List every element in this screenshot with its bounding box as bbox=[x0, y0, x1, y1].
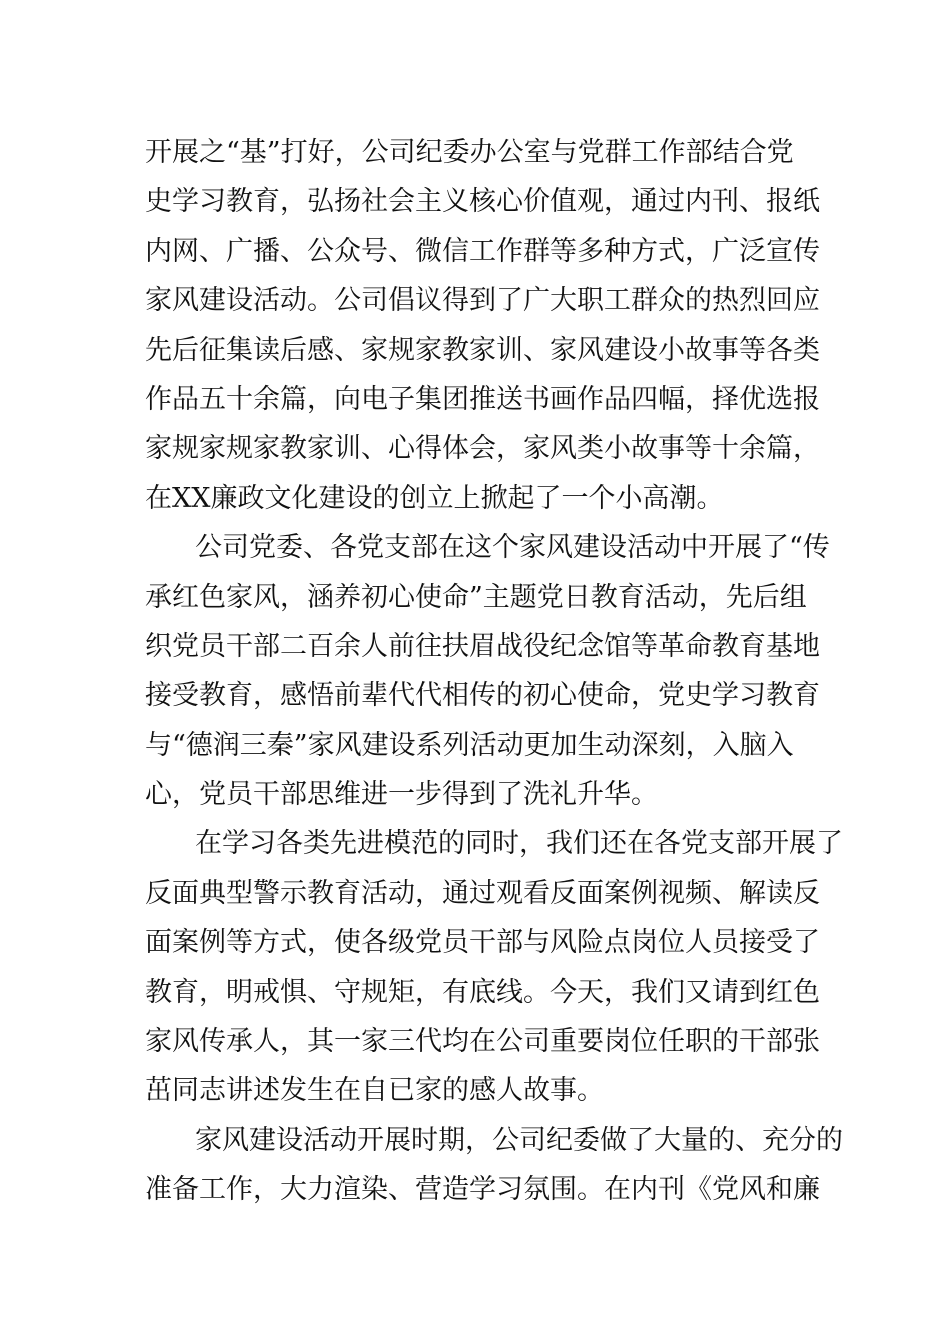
paragraph-first-line: 公司党委、各党支部在这个家风建设活动中开展了“传 bbox=[195, 532, 830, 564]
text-line: 承红色家风，涵养初心使命”主题党日教育活动，先后组 bbox=[145, 581, 807, 613]
text-line: 准备工作，大力渲染、营造学习氛围。在内刊《党风和廉 bbox=[145, 1174, 820, 1206]
text-line: 茁同志讲述发生在自已家的感人故事。 bbox=[145, 1075, 604, 1107]
text-line: 心，党员干部思维进一步得到了洗礼升华。 bbox=[145, 779, 658, 811]
text-line: 在XX廉政文化建设的创立上掀起了一个小高潮。 bbox=[145, 482, 724, 514]
text-line: 家规家规家教家训、心得体会，家风类小故事等十余篇， bbox=[145, 433, 820, 465]
text-line: 家风建设活动。公司倡议得到了广大职工群众的热烈回应 bbox=[145, 285, 820, 317]
text-line: 开展之“基”打好，公司纪委办公室与党群工作部结合党 bbox=[145, 137, 794, 168]
text-line: 作品五十余篇，向电子集团推送书画作品四幅，择优选报 bbox=[145, 383, 820, 415]
text-line: 反面典型警示教育活动，通过观看反面案例视频、解读反 bbox=[145, 877, 820, 909]
text-line: 内网、广播、公众号、微信工作群等多种方式，广泛宣传 bbox=[145, 235, 820, 267]
text-line: 织党员干部二百余人前往扶眉战役纪念馆等革命教育基地 bbox=[145, 630, 820, 662]
text-line: 史学习教育，弘扬社会主义核心价值观，通过内刊、报纸 bbox=[145, 186, 820, 218]
paragraph-first-line: 在学习各类先进模范的同时，我们还在各党支部开展了 bbox=[195, 828, 843, 860]
text-line: 教育，明戒惧、守规矩，有底线。今天，我们又请到红色 bbox=[145, 976, 820, 1008]
text-line: 家风传承人，其一家三代均在公司重要岗位任职的干部张 bbox=[145, 1026, 820, 1058]
paragraph-first-line: 家风建设活动开展时期，公司纪委做了大量的、充分的 bbox=[195, 1124, 843, 1156]
body-text bbox=[145, 128, 843, 1215]
text-line: 面案例等方式，使各级党员干部与风险点岗位人员接受了 bbox=[145, 927, 820, 959]
text-line: 先后征集读后感、家规家教家训、家风建设小故事等各类 bbox=[145, 334, 820, 366]
text-line: 接受教育，感悟前辈代代相传的初心使命，党史学习教育 bbox=[145, 680, 820, 712]
text-line: 与“德润三秦”家风建设系列活动更加生动深刻，入脑入 bbox=[145, 729, 794, 761]
